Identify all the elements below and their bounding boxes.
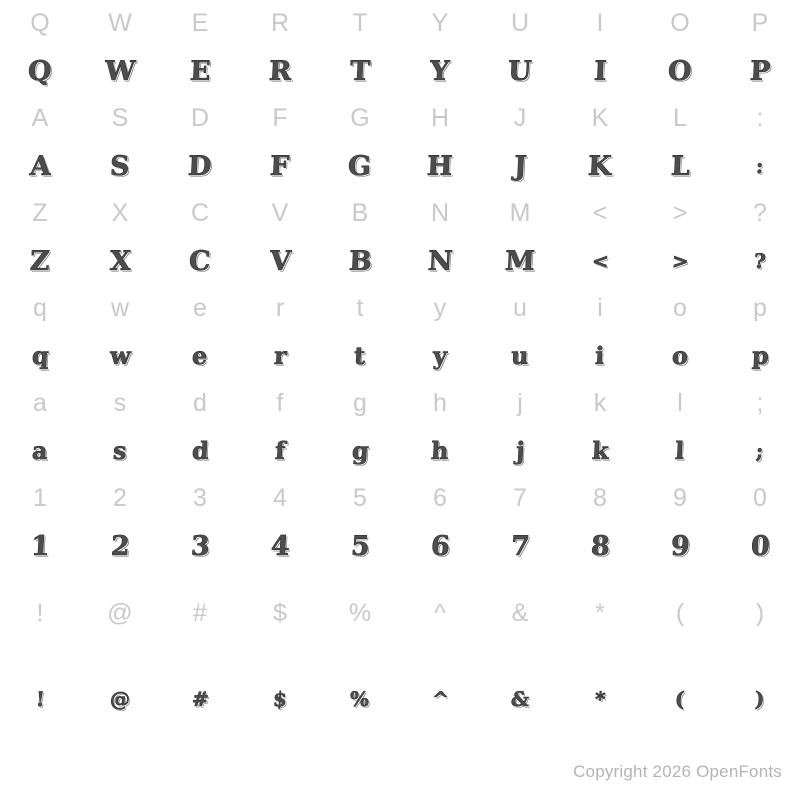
key-label: F [272, 104, 288, 133]
key-cell [640, 95, 720, 143]
key-cell [0, 0, 80, 48]
key-label: $ [273, 599, 287, 628]
glyph-sample: I [592, 55, 608, 87]
key-label: # [193, 599, 207, 628]
key-label: ; [756, 389, 764, 418]
glyph-cell [320, 523, 400, 571]
glyph-sample: e [191, 341, 209, 371]
glyph-cell [640, 658, 720, 741]
key-label: A [31, 104, 49, 133]
key-cell [480, 570, 560, 658]
glyph-sample: ? [753, 249, 767, 274]
key-label: R [270, 9, 290, 38]
glyph-sample: 3 [189, 530, 211, 562]
glyph-cell [80, 143, 160, 191]
glyph-sample: J [512, 150, 528, 182]
glyph-sample: ^ [430, 686, 450, 711]
key-label: h [433, 389, 447, 418]
glyph-cell [0, 238, 80, 286]
glyph-cell [720, 658, 800, 741]
key-label: 3 [193, 484, 207, 513]
key-cell [720, 95, 800, 143]
key-label: < [592, 199, 608, 228]
key-label: ! [36, 599, 44, 628]
glyph-cell [720, 428, 800, 476]
key-cell [640, 380, 720, 428]
key-cell [480, 380, 560, 428]
key-cell [0, 285, 80, 333]
key-label: Y [431, 9, 449, 38]
glyph-sample: W [104, 55, 136, 87]
key-cell [720, 285, 800, 333]
glyph-cell [560, 428, 640, 476]
key-label: 7 [513, 484, 527, 513]
glyph-cell [240, 48, 320, 96]
glyph-sample: > [670, 249, 690, 274]
glyph-cell [0, 428, 80, 476]
key-label: ? [753, 199, 767, 228]
key-cell [0, 475, 80, 523]
key-label: 0 [753, 484, 767, 513]
glyph-sample: # [190, 686, 210, 711]
key-cell [480, 285, 560, 333]
glyph-cell [240, 143, 320, 191]
key-label: p [753, 294, 767, 323]
key-cell [720, 0, 800, 48]
key-label: a [33, 389, 47, 418]
key-cell [240, 380, 320, 428]
glyph-cell [160, 48, 240, 96]
glyph-sample: N [426, 245, 454, 277]
key-label: U [510, 9, 530, 38]
glyph-sample: 0 [749, 530, 771, 562]
key-label: D [190, 104, 210, 133]
key-cell [320, 475, 400, 523]
key-cell [80, 0, 160, 48]
glyph-sample: s [112, 436, 128, 466]
glyph-cell [0, 143, 80, 191]
key-label: W [108, 9, 132, 38]
key-cell [560, 0, 640, 48]
glyph-cell [480, 238, 560, 286]
glyph-sample: p [750, 341, 770, 371]
glyph-cell [560, 658, 640, 741]
key-cell [0, 190, 80, 238]
glyph-sample: 1 [29, 530, 51, 562]
key-label: * [595, 599, 605, 628]
key-cell [80, 285, 160, 333]
glyph-cell [0, 48, 80, 96]
glyph-sample: t [353, 341, 367, 371]
glyph-cell [320, 48, 400, 96]
glyph-cell [640, 523, 720, 571]
glyph-sample: 5 [349, 530, 371, 562]
glyph-cell [160, 333, 240, 381]
key-cell [400, 0, 480, 48]
glyph-sample: E [188, 55, 212, 87]
glyph-sample: ! [34, 686, 46, 711]
key-label: 6 [433, 484, 447, 513]
glyph-cell [160, 428, 240, 476]
key-label: e [193, 294, 207, 323]
glyph-sample: T [349, 55, 371, 87]
glyph-sample: a [31, 436, 49, 466]
key-cell [640, 475, 720, 523]
key-label: P [751, 9, 769, 38]
key-label: r [275, 294, 285, 323]
glyph-sample: Z [29, 245, 51, 277]
glyph-cell [480, 523, 560, 571]
key-label: G [350, 104, 370, 133]
key-label: E [191, 9, 209, 38]
glyph-sample: G [347, 150, 373, 182]
glyph-sample: B [347, 245, 373, 277]
key-cell [320, 570, 400, 658]
key-label: g [353, 389, 367, 418]
key-cell [80, 475, 160, 523]
glyph-cell [320, 143, 400, 191]
glyph-sample: F [269, 150, 291, 182]
glyph-cell [480, 428, 560, 476]
glyph-sample: C [188, 245, 212, 277]
glyph-sample: : [755, 154, 765, 179]
key-cell [560, 285, 640, 333]
glyph-cell [640, 143, 720, 191]
glyph-sample: % [349, 686, 371, 711]
glyph-cell [480, 333, 560, 381]
key-label: J [513, 104, 527, 133]
glyph-sample: r [272, 341, 288, 371]
glyph-sample: & [510, 686, 530, 711]
glyph-cell [240, 658, 320, 741]
key-label: K [591, 104, 609, 133]
glyph-sample: R [267, 55, 293, 87]
glyph-sample: w [108, 341, 132, 371]
key-label: Z [32, 199, 48, 228]
key-cell [720, 190, 800, 238]
key-cell [240, 570, 320, 658]
key-label: 9 [673, 484, 687, 513]
key-cell [240, 95, 320, 143]
glyph-sample: ) [754, 686, 766, 711]
key-label: o [673, 294, 687, 323]
key-cell [160, 190, 240, 238]
glyph-cell [160, 523, 240, 571]
key-label: T [352, 9, 368, 38]
glyph-cell [400, 48, 480, 96]
glyph-cell [640, 428, 720, 476]
glyph-sample: l [674, 436, 686, 466]
glyph-sample: h [430, 436, 450, 466]
glyph-cell [240, 333, 320, 381]
glyph-sample: u [510, 341, 530, 371]
key-label: O [670, 9, 690, 38]
key-cell [480, 0, 560, 48]
glyph-cell [480, 143, 560, 191]
key-cell [320, 0, 400, 48]
key-cell [80, 95, 160, 143]
glyph-cell [400, 523, 480, 571]
key-cell [320, 285, 400, 333]
glyph-cell [560, 238, 640, 286]
glyph-cell [640, 238, 720, 286]
key-label: ) [755, 599, 765, 628]
key-cell [320, 95, 400, 143]
glyph-cell [80, 428, 160, 476]
key-cell [240, 190, 320, 238]
glyph-sample: y [432, 341, 448, 371]
glyph-cell [640, 333, 720, 381]
key-label: y [433, 294, 447, 323]
key-label: f [276, 389, 284, 418]
key-cell [160, 475, 240, 523]
key-cell [720, 380, 800, 428]
glyph-cell [400, 658, 480, 741]
glyph-sample: 4 [269, 530, 291, 562]
key-label: B [351, 199, 369, 228]
glyph-sample: ; [755, 439, 765, 464]
key-cell [240, 475, 320, 523]
glyph-cell [240, 238, 320, 286]
key-cell [0, 570, 80, 658]
key-cell [640, 570, 720, 658]
key-label: L [673, 104, 687, 133]
glyph-sample: ( [674, 686, 686, 711]
key-cell [320, 380, 400, 428]
key-cell [640, 190, 720, 238]
key-cell [560, 190, 640, 238]
key-cell [0, 380, 80, 428]
glyph-cell [400, 333, 480, 381]
glyph-sample: Q [27, 55, 53, 87]
key-label: 1 [33, 484, 47, 513]
key-label: @ [107, 599, 133, 628]
key-label: C [190, 199, 210, 228]
glyph-sample: D [187, 150, 213, 182]
glyph-cell [400, 428, 480, 476]
key-label: w [110, 294, 130, 323]
glyph-sample: 9 [669, 530, 691, 562]
glyph-sample: P [749, 55, 771, 87]
key-cell [80, 570, 160, 658]
glyph-sample: U [507, 55, 533, 87]
glyph-cell [720, 523, 800, 571]
glyph-cell [640, 48, 720, 96]
glyph-sample: < [590, 249, 610, 274]
key-label: t [356, 294, 364, 323]
glyph-sample: q [30, 341, 50, 371]
glyph-sample: Y [429, 55, 451, 87]
key-cell [400, 380, 480, 428]
glyph-sample: i [594, 341, 606, 371]
glyph-sample: j [514, 436, 526, 466]
key-label: I [596, 9, 604, 38]
glyph-cell [720, 238, 800, 286]
glyph-cell [320, 428, 400, 476]
key-cell [560, 570, 640, 658]
key-label: 5 [353, 484, 367, 513]
glyph-cell [400, 143, 480, 191]
glyph-cell [560, 333, 640, 381]
key-label: ( [675, 599, 685, 628]
key-cell [160, 570, 240, 658]
glyph-sample: @ [109, 686, 131, 711]
glyph-cell [160, 658, 240, 741]
glyph-cell [400, 238, 480, 286]
key-cell [400, 95, 480, 143]
key-cell [640, 0, 720, 48]
glyph-sample: O [667, 55, 693, 87]
glyph-cell [320, 658, 400, 741]
glyph-sample: $ [272, 686, 288, 711]
glyph-sample: 2 [109, 530, 131, 562]
glyph-sample: 7 [509, 530, 531, 562]
glyph-sample: K [587, 150, 613, 182]
key-cell [480, 190, 560, 238]
glyph-cell [560, 143, 640, 191]
key-cell [400, 475, 480, 523]
glyph-cell [480, 48, 560, 96]
glyph-cell [80, 48, 160, 96]
key-cell [400, 570, 480, 658]
key-cell [560, 475, 640, 523]
glyph-sample: d [190, 436, 210, 466]
key-label: d [193, 389, 207, 418]
glyph-cell [160, 238, 240, 286]
key-label: > [672, 199, 688, 228]
glyph-sample: f [274, 436, 286, 466]
key-cell [240, 0, 320, 48]
key-cell [160, 0, 240, 48]
key-cell [400, 190, 480, 238]
key-label: l [677, 389, 683, 418]
glyph-cell [480, 658, 560, 741]
glyph-cell [80, 658, 160, 741]
glyph-sample: * [594, 686, 606, 711]
glyph-cell [0, 333, 80, 381]
key-cell [160, 95, 240, 143]
key-label: S [111, 104, 129, 133]
key-cell [640, 285, 720, 333]
glyph-cell [80, 333, 160, 381]
key-label: H [430, 104, 450, 133]
glyph-sample: k [590, 436, 610, 466]
glyph-cell [320, 333, 400, 381]
key-label: Q [30, 9, 50, 38]
glyph-sample: X [108, 245, 132, 277]
key-label: M [509, 199, 531, 228]
glyph-cell [720, 48, 800, 96]
key-label: 2 [113, 484, 127, 513]
key-label: s [113, 389, 127, 418]
key-label: u [513, 294, 527, 323]
glyph-cell [240, 428, 320, 476]
key-label: % [348, 599, 372, 628]
key-label: V [271, 199, 289, 228]
key-label: 8 [593, 484, 607, 513]
glyph-cell [160, 143, 240, 191]
glyph-sample: S [109, 150, 131, 182]
key-label: i [597, 294, 603, 323]
glyph-cell [80, 238, 160, 286]
key-label: ^ [434, 599, 446, 628]
glyph-sample: H [426, 150, 454, 182]
key-label: X [111, 199, 129, 228]
glyph-cell [320, 238, 400, 286]
glyph-cell [0, 523, 80, 571]
key-cell [0, 95, 80, 143]
glyph-sample: V [268, 245, 292, 277]
glyph-cell [720, 143, 800, 191]
key-cell [560, 380, 640, 428]
key-label: N [430, 199, 450, 228]
glyph-cell [560, 48, 640, 96]
key-label: j [517, 389, 523, 418]
key-cell [320, 190, 400, 238]
key-cell [480, 475, 560, 523]
glyph-sample: L [669, 150, 691, 182]
key-label: k [593, 389, 607, 418]
glyph-cell [0, 658, 80, 741]
key-cell [720, 570, 800, 658]
key-cell [80, 190, 160, 238]
key-cell [720, 475, 800, 523]
key-label: : [756, 104, 764, 133]
key-label: & [511, 599, 529, 628]
key-cell [480, 95, 560, 143]
glyph-cell [560, 523, 640, 571]
glyph-sample: o [671, 341, 689, 371]
key-cell [80, 380, 160, 428]
key-cell [400, 285, 480, 333]
glyph-sample: A [28, 150, 52, 182]
key-cell [160, 285, 240, 333]
key-cell [560, 95, 640, 143]
key-cell [240, 285, 320, 333]
glyph-cell [720, 333, 800, 381]
glyph-sample: M [504, 245, 536, 277]
glyph-sample: 8 [589, 530, 611, 562]
key-label: 4 [273, 484, 287, 513]
key-cell [160, 380, 240, 428]
glyph-cell [80, 523, 160, 571]
copyright-notice: Copyright 2026 OpenFonts [573, 762, 782, 781]
glyph-cell [240, 523, 320, 571]
glyph-sample: g [350, 436, 370, 466]
glyph-sample: 6 [429, 530, 451, 562]
key-label: q [33, 294, 47, 323]
